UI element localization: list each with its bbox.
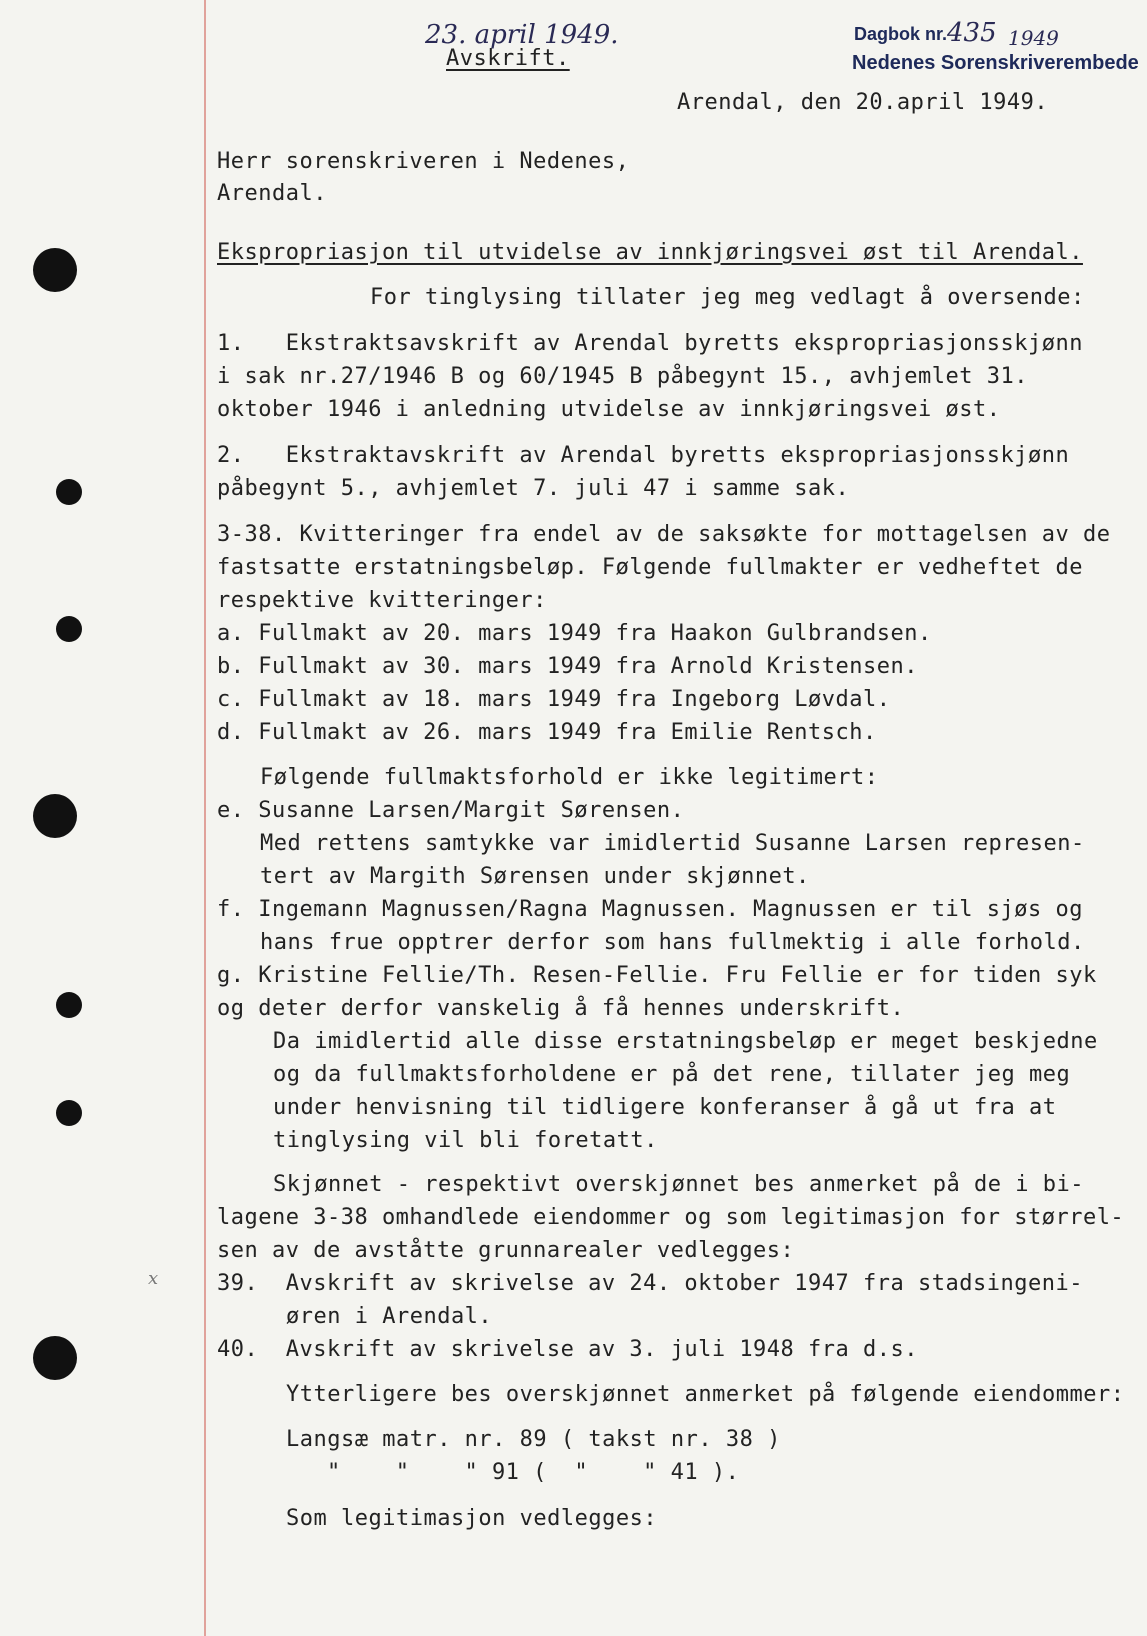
body-line: i sak nr.27/1946 B og 60/1945 B påbegynt 15., avhjemlet 31. [217, 364, 1028, 389]
subject-line: Ekspropriasjon til utvidelse av innkjøringsvei øst til Arendal. [217, 240, 1083, 265]
body-line: Ytterligere bes overskjønnet anmerket på følgende eiendommer: [286, 1382, 1125, 1407]
diary-stamp-number: 435 [947, 18, 997, 48]
body-line: øren i Arendal. [286, 1304, 493, 1329]
body-line: a. Fullmakt av 20. mars 1949 fra Haakon Gulbrandsen. [217, 621, 932, 646]
addressee-line: Arendal. [217, 181, 327, 206]
body-line: lagene 3-38 omhandlede eiendommer og som legitimasjon for størrel- [217, 1205, 1125, 1230]
body-line: tert av Margith Sørensen under skjønnet. [260, 864, 810, 889]
body-line: påbegynt 5., avhjemlet 7. juli 47 i samme sak. [217, 476, 850, 501]
body-line: Med rettens samtykke var imidlertid Susanne Larsen represen- [260, 831, 1085, 856]
margin-rule [204, 0, 206, 1636]
body-line: d. Fullmakt av 26. mars 1949 fra Emilie Rentsch. [217, 720, 877, 745]
body-line: 40. Avskrift av skrivelse av 3. juli 1948 fra d.s. [217, 1337, 919, 1362]
addressee-line: Herr sorenskriveren i Nedenes, [217, 149, 630, 174]
body-line: c. Fullmakt av 18. mars 1949 fra Ingeborg Løvdal. [217, 687, 891, 712]
body-line: Som legitimasjon vedlegges: [286, 1506, 658, 1531]
punch-hole [56, 479, 82, 505]
body-line: f. Ingemann Magnussen/Ragna Magnussen. Magnussen er til sjøs og [217, 897, 1083, 922]
body-line: Følgende fullmaktsforhold er ikke legitimert: [260, 765, 879, 790]
punch-hole [33, 1336, 77, 1380]
body-line: hans frue opptrer derfor som hans fullmektig i alle forhold. [260, 930, 1085, 955]
body-line: og da fullmaktsforholdene er på det rene, tillater jeg meg [273, 1062, 1071, 1087]
diary-stamp-label: Dagbok nr. [854, 24, 948, 44]
punch-hole [56, 1100, 82, 1126]
punch-hole [33, 248, 77, 292]
body-line: b. Fullmakt av 30. mars 1949 fra Arnold Kristensen. [217, 654, 919, 679]
punch-hole [56, 992, 82, 1018]
document-heading: Avskrift. [446, 46, 570, 71]
diary-stamp-year: 1949 [1008, 26, 1059, 50]
body-line: Skjønnet - respektivt overskjønnet bes anmerket på de i bi- [273, 1172, 1084, 1197]
body-line: sen av de avståtte grunnarealer vedlegges: [217, 1238, 795, 1263]
body-line: og deter derfor vanskelig å få hennes underskrift. [217, 996, 905, 1021]
handwritten-date: 23. april 1949. [425, 20, 619, 50]
body-line: 3-38. Kvitteringer fra endel av de saksøkte for mottagelsen av de [217, 522, 1111, 547]
punch-hole [56, 616, 82, 642]
place-date: Arendal, den 20.april 1949. [677, 90, 1049, 115]
office-stamp: Nedenes Sorenskriverembede [852, 52, 1139, 74]
body-line: Langsæ matr. nr. 89 ( takst nr. 38 ) [286, 1427, 781, 1452]
body-line: g. Kristine Fellie/Th. Resen-Fellie. Fru Fellie er for tiden syk [217, 963, 1097, 988]
margin-mark: x [148, 1268, 159, 1289]
body-line: Da imidlertid alle disse erstatningsbeløp er meget beskjedne [273, 1029, 1098, 1054]
body-line: fastsatte erstatningsbeløp. Følgende fullmakter er vedheftet de [217, 555, 1083, 580]
body-line: e. Susanne Larsen/Margit Sørensen. [217, 798, 685, 823]
body-line: 2. Ekstraktavskrift av Arendal byretts ekspropriasjonsskjønn [217, 443, 1070, 468]
body-line: oktober 1946 i anledning utvidelse av innkjøringsvei øst. [217, 397, 1001, 422]
body-line: " " " 91 ( " " 41 ). [327, 1460, 740, 1485]
body-line: tinglysing vil bli foretatt. [273, 1128, 658, 1153]
body-line: 1. Ekstraktsavskrift av Arendal byretts ekspropriasjonsskjønn [217, 331, 1083, 356]
punch-hole [33, 794, 77, 838]
body-line: For tinglysing tillater jeg meg vedlagt å oversende: [370, 285, 1085, 310]
body-line: 39. Avskrift av skrivelse av 24. oktober 1947 fra stadsingeni- [217, 1271, 1083, 1296]
body-line: respektive kvitteringer: [217, 588, 547, 613]
body-line: under henvisning til tidligere konferanser å gå ut fra at [273, 1095, 1057, 1120]
